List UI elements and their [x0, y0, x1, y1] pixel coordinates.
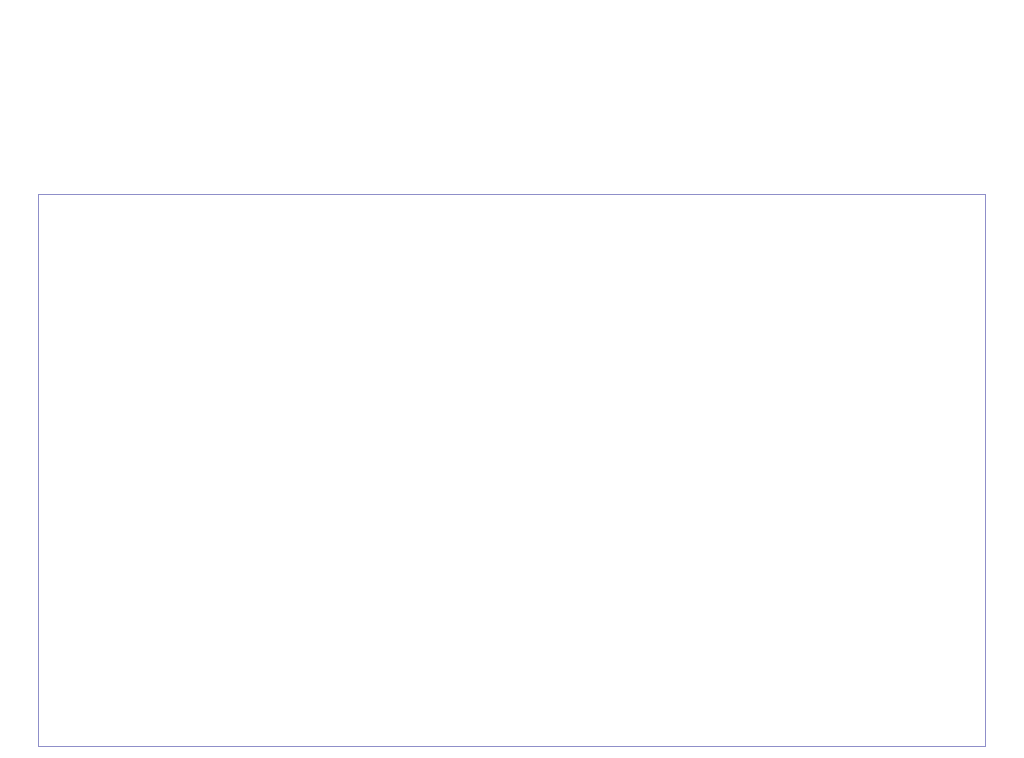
problem-box [38, 194, 986, 747]
